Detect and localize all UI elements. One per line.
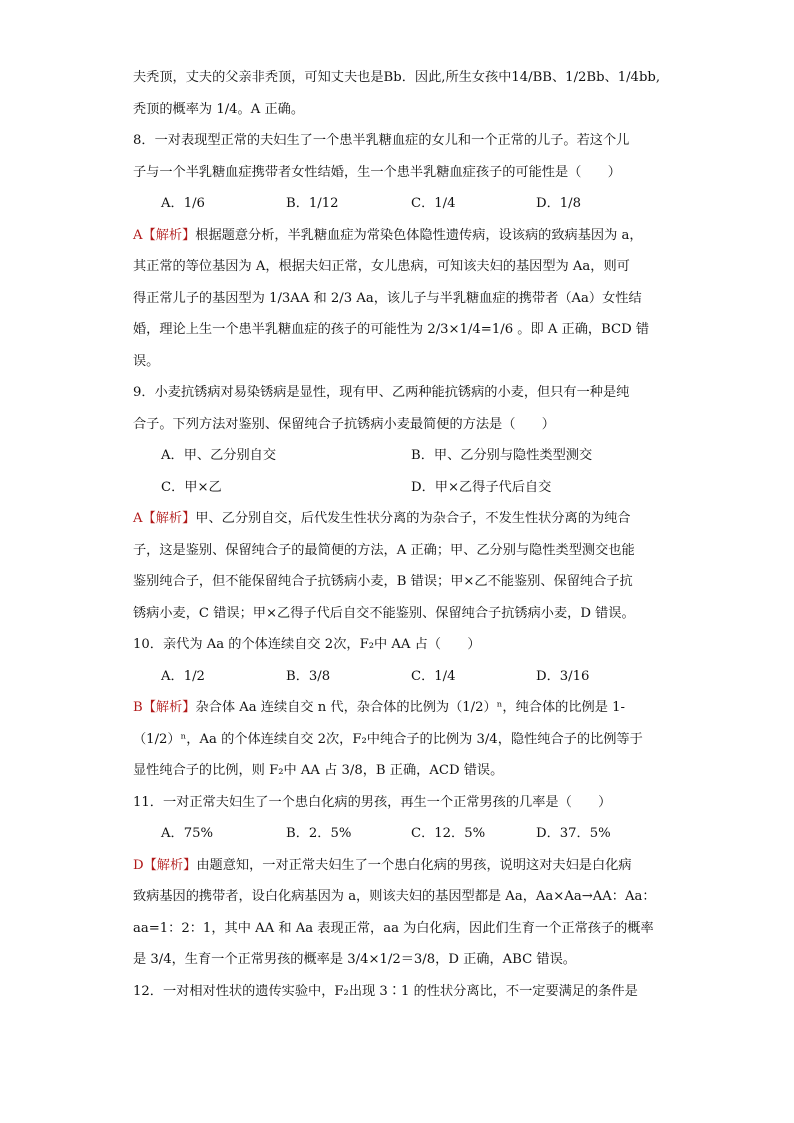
continued-analysis-line-2: 秃顶的概率为 1/4。A 正确。 <box>133 101 305 117</box>
question-9-option-c: C．甲×乙 <box>161 479 222 495</box>
question-9-option-b: B．甲、乙分别与隐性类型测交 <box>411 448 593 463</box>
question-8-line-2: 子与一个半乳糖血症携带者女性结婚，生一个患半乳糖血症孩子的可能性是（ ） <box>133 164 621 180</box>
question-11-option-c: C．12．5% <box>411 826 486 841</box>
question-8-answer-tag: A【解析】 <box>133 227 196 243</box>
question-8-line-1: 8．一对表现型正常的夫妇生了一个患半乳糖血症的女儿和一个正常的儿子。若这个儿 <box>133 133 630 148</box>
question-8-option-c: C．1/4 <box>411 196 456 211</box>
question-8-options <box>133 188 663 220</box>
question-11-option-b: B．2．5% <box>286 826 352 841</box>
question-8-analysis-line-3: 得正常儿子的基因型为 1/3AA 和 2/3 Aa，该儿子与半乳糖血症的携带者（Aa）女性结 <box>133 290 642 306</box>
question-9-option-a: A．甲、乙分别自交 <box>161 448 277 463</box>
question-10-option-a: A．1/2 <box>161 668 205 684</box>
question-11-options <box>133 818 663 850</box>
question-10-analysis-line-1: B【解析】杂合体 Aa 连续自交 n 代，杂合体的比例为（1/2）ⁿ，纯合体的比例是 1- <box>133 700 625 715</box>
question-9-analysis-line-2: 子，这是鉴别、保留纯合子的最简便的方法，A 正确；甲、乙分别与隐性类型测交也能 <box>133 542 635 558</box>
page-content <box>133 62 663 1007</box>
question-10-analysis-line-3: 显性纯合子的比例，则 F₂中 AA 占 3/8，B 正确，ACD 错误。 <box>133 763 504 778</box>
question-12-line-1: 12．一对相对性状的遗传实验中，F₂出现 3∶1 的性状分离比，不一定要满足的条件是 <box>133 983 638 999</box>
question-11-answer-tag: D【解析】 <box>133 857 197 873</box>
question-11-option-a: A．75% <box>161 826 214 841</box>
question-9-analysis-line-1: A【解析】甲、乙分别自交，后代发生性状分离的为杂合子，不发生性状分离的为纯合 <box>133 511 631 526</box>
question-9-option-d: D．甲×乙得子代后自交 <box>411 479 552 495</box>
question-8-option-d: D．1/8 <box>536 196 581 211</box>
question-9-analysis-line-4: 锈病小麦，C 错误；甲×乙得子代后自交不能鉴别、保留纯合子抗锈病小麦，D 错误。 <box>133 605 635 621</box>
question-9-line-2: 合子。下列方法对鉴别、保留纯合子抗锈病小麦最简便的方法是（ ） <box>133 416 555 432</box>
continued-analysis-line-1: 夫秃顶，丈夫的父亲非秃顶，可知丈夫也是Bb．因此,所生女孩中14/BB、1/2Bb、1/4bb, <box>133 70 661 85</box>
question-9-analysis-line-3: 鉴别纯合子，但不能保留纯合子抗锈病小麦，B 错误；甲×乙不能鉴别、保留纯合子抗 <box>133 574 633 589</box>
question-10-option-c: C．1/4 <box>411 668 456 684</box>
question-11-analysis-line-2: 致病基因的携带者，设白化病基因为 a，则该夫妇的基因型都是 Aa，Aa×Aa→AA：Aa： <box>133 889 656 904</box>
question-10-answer-tag: B【解析】 <box>133 700 196 715</box>
question-8-option-a: A．1/6 <box>161 196 205 211</box>
question-11-analysis-line-4: 是 3/4，生育一个正常男孩的概率是 3/4×1/2＝3/8，D 正确，ABC 错误。 <box>133 952 576 967</box>
question-8-analysis-line-5: 误。 <box>133 353 160 369</box>
question-9-line-1: 9．小麦抗锈病对易染锈病是显性，现有甲、乙两种能抗锈病的小麦，但只有一种是纯 <box>133 385 630 400</box>
question-10-option-d: D．3/16 <box>536 668 590 684</box>
question-11-analysis-line-1: D【解析】由题意知，一对正常夫妇生了一个患白化病的男孩，说明这对夫妇是白化病 <box>133 857 632 873</box>
question-11-option-d: D．37．5% <box>536 826 611 841</box>
question-10-option-b: B．3/8 <box>286 668 331 684</box>
question-10-options <box>133 661 663 693</box>
question-8-analysis-line-4: 婚，理论上生一个患半乳糖血症的孩子的可能性为 2/3×1/4=1/6 。即 A 正确，BCD 错 <box>133 322 650 337</box>
question-8-analysis-line-1: A【解析】根据题意分析，半乳糖血症为常染色体隐性遗传病，设该病的致病基因为 a， <box>133 227 643 243</box>
question-10-analysis-line-2: （1/2）ⁿ，Aa 的个体连续自交 2次，F₂中纯合子的比例为 3/4，隐性纯合子的比例等于 <box>133 731 643 747</box>
question-8-analysis-line-2: 其正常的等位基因为 A，根据夫妇正常，女儿患病，可知该夫妇的基因型为 Aa，则可 <box>133 259 630 274</box>
question-9-answer-tag: A【解析】 <box>133 511 196 526</box>
question-11-analysis-line-3: aa=1：2：1，其中 AA 和 Aa 表现正常，aa 为白化病，因此们生育一个正常孩子的概率 <box>133 920 654 936</box>
question-10-line-1: 10．亲代为 Aa 的个体连续自交 2次，F₂中 AA 占（ ） <box>133 637 481 652</box>
question-8-option-b: B．1/12 <box>286 196 339 211</box>
question-9-options-row-1 <box>133 440 663 472</box>
question-11-line-1: 11．一对正常夫妇生了一个患白化病的男孩，再生一个正常男孩的几率是（ ） <box>133 794 612 810</box>
question-9-options-row-2 <box>133 472 663 504</box>
